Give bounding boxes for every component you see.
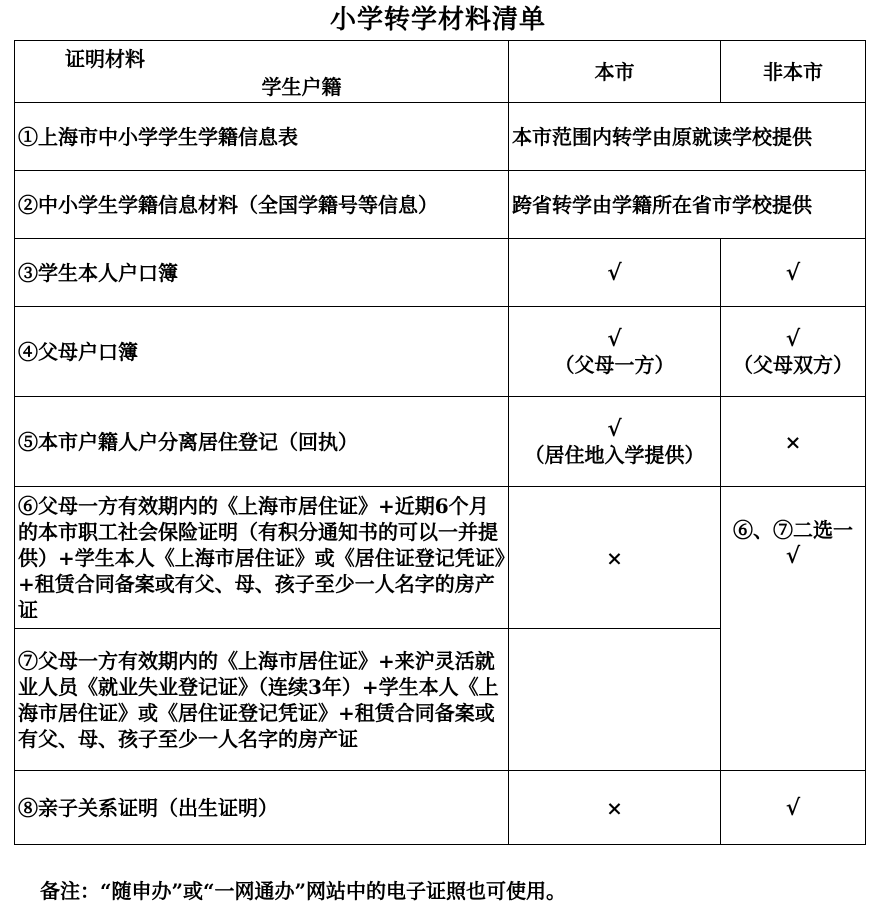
check-mark: √ (785, 543, 801, 569)
check-mark: √ (785, 259, 801, 286)
material-cell: ⑤本市户籍人户分离居住登记（回执） (15, 397, 509, 487)
nonlocal-cell (721, 771, 866, 845)
material-cell: ⑧亲子关系证明（出生证明） (15, 771, 509, 845)
local-cell (509, 307, 721, 397)
provision-note: 跨省转学由学籍所在省市学校提供 (509, 171, 866, 239)
cross-mark: × (784, 429, 802, 454)
table-row (15, 103, 866, 171)
check-mark: √ (607, 259, 622, 286)
nonlocal-cell (721, 397, 866, 487)
local-note: （居住地入学提供） (524, 442, 705, 467)
check-mark: √ (785, 794, 801, 821)
header-student-hukou: 学生户籍 (261, 74, 342, 99)
page-title: 小学转学材料清单 (329, 5, 546, 35)
footer-note: 备注：“随申办”或“一网通办”网站中的电子证照也可使用。 (40, 879, 567, 903)
material-cell: ②中小学生学籍信息材料（全国学籍号等信息） (15, 171, 509, 239)
material-cell: ⑦父母一方有效期内的《上海市居住证》+来沪灵活就业人员《就业失业登记证》（连续3年）+学生本人《上海市居住证》或《居住证登记凭证》+租赁合同备案或有父、母、孩子至少一人名字的房产证 (15, 629, 509, 771)
header-nonlocal: 非本市 (721, 41, 866, 103)
local-cell (509, 771, 721, 845)
local-note: （父母一方） (554, 352, 675, 377)
header-materials: 证明材料 (65, 46, 145, 71)
local-cell (509, 397, 721, 487)
nonlocal-cell (721, 239, 866, 307)
nonlocal-note: （父母双方） (733, 352, 853, 377)
local-cell (509, 629, 721, 771)
local-cell (509, 239, 721, 307)
table-row (15, 397, 866, 487)
material-cell: ⑥父母一方有效期内的《上海市居住证》+近期6个月的本市职工社会保险证明（有积分通知书的可以一并提供）+学生本人《上海市居住证》或《居住证登记凭证》+租赁合同备案或有父、母、孩子至少一人名字的房产证 (15, 487, 509, 629)
check-mark: √ (607, 415, 622, 442)
nonlocal-note: ⑥、⑦二选一 (733, 518, 853, 542)
nonlocal-cell (721, 487, 866, 771)
check-mark: √ (785, 325, 801, 352)
provision-note: 本市范围内转学由原就读学校提供 (509, 103, 866, 171)
table-row (15, 771, 866, 845)
table-row (15, 487, 866, 629)
table-row (15, 171, 866, 239)
header-local: 本市 (509, 41, 721, 103)
material-cell: ④父母户口簿 (15, 307, 509, 397)
materials-table (14, 40, 866, 845)
table-header-row (15, 41, 866, 103)
material-cell: ③学生本人户口簿 (15, 239, 509, 307)
table-row (15, 239, 866, 307)
material-cell: ①上海市中小学学生学籍信息表 (15, 103, 509, 171)
nonlocal-cell (721, 307, 866, 397)
local-cell (509, 487, 721, 629)
table-row (15, 307, 866, 397)
check-mark: √ (607, 325, 622, 352)
cross-mark: × (606, 545, 623, 570)
header-corner-cell (15, 41, 509, 103)
cross-mark: × (606, 795, 623, 820)
